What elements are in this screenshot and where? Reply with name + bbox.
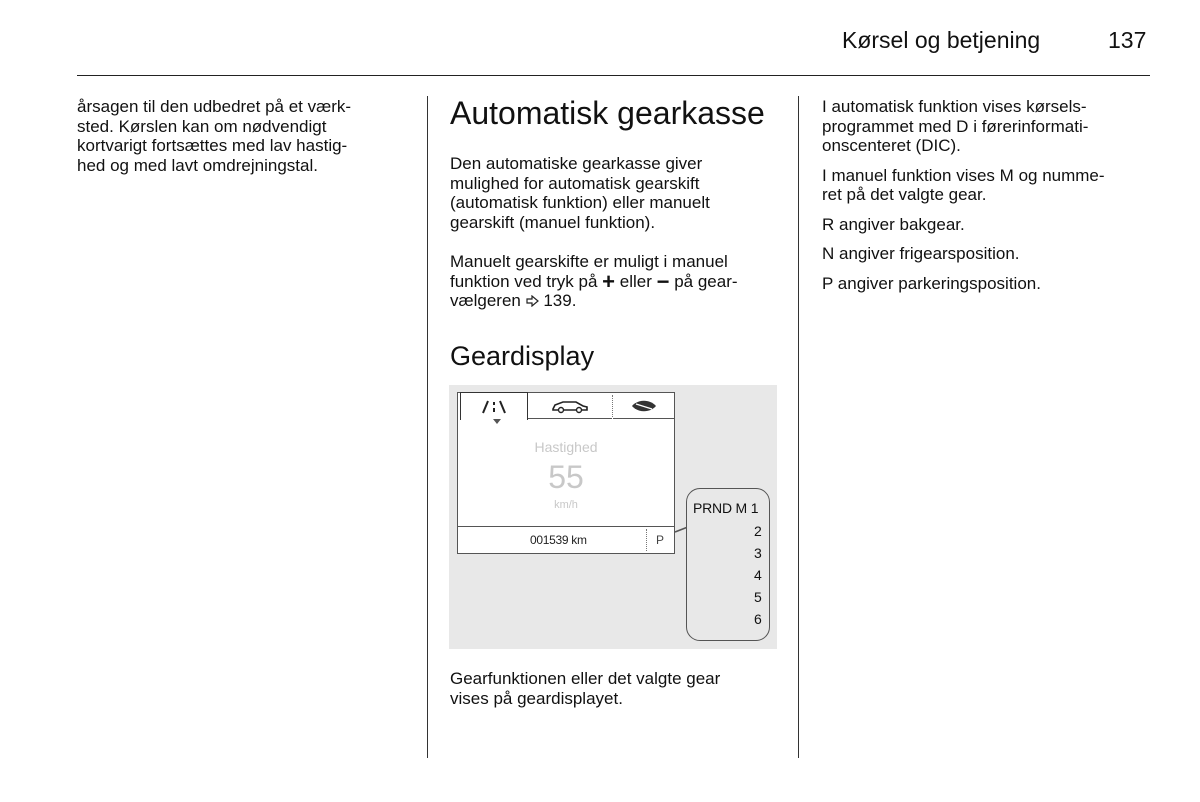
manual-shift-paragraph <box>450 252 790 311</box>
text-line <box>450 268 790 294</box>
odometer-value: 001539 km <box>530 533 587 547</box>
text-line: årsagen til den udbedret på et værk- <box>77 97 352 116</box>
gear-positions-label: PRND M 1 <box>693 500 759 516</box>
paragraph-neutral <box>822 244 1152 264</box>
gear-display-figure <box>449 385 777 649</box>
speed-value: 55 <box>548 459 584 495</box>
paragraph-park <box>822 274 1152 294</box>
text-fragment: vælgeren <box>450 291 521 310</box>
paragraph-manual <box>822 166 1152 205</box>
key-letter: P <box>822 273 834 293</box>
text-line: gearskift (manuel funktion). <box>450 212 656 232</box>
text-line: sted. Kørslen kan om nødvendigt <box>77 116 327 136</box>
page-number: 137 <box>1108 27 1147 53</box>
text-line: onscenteret (DIC). <box>822 136 961 155</box>
text-fragment: programmet med <box>822 116 952 136</box>
figure-caption <box>450 669 790 708</box>
running-header-title: Kørsel og betjening <box>842 27 1041 53</box>
speed-label: Hastighed <box>534 439 598 455</box>
text-fragment: på gear- <box>674 271 738 291</box>
text-fragment: angiver frigearsposition. <box>839 244 1020 263</box>
reference-arrow-icon <box>526 295 539 307</box>
key-letter: M <box>999 165 1014 185</box>
text-line: ret på det valgte gear. <box>822 185 987 204</box>
header-divider <box>77 75 1150 76</box>
text-fragment: eller <box>619 271 652 291</box>
left-column-text <box>77 97 417 175</box>
paragraph-reverse <box>822 215 1152 235</box>
section-heading: Automatisk gearkasse <box>450 95 765 131</box>
key-letter: R <box>822 214 835 234</box>
subsection-heading: Geardisplay <box>450 341 595 371</box>
gear-number: 6 <box>754 611 762 627</box>
text-fragment: i førerinformati- <box>973 116 1089 136</box>
right-column-text <box>822 97 1152 303</box>
text-line: Den automatiske gearkasse giver <box>450 154 703 173</box>
gear-indicator: P <box>656 533 665 547</box>
key-letter: D <box>956 116 969 136</box>
text-line: kortvarigt fortsættes med lav hastig- <box>77 136 348 155</box>
text-line <box>450 291 790 311</box>
gear-number: 5 <box>754 589 762 605</box>
text-line: mulighed for automatisk gearskift <box>450 173 700 193</box>
plus-symbol: + <box>602 268 616 294</box>
text-fragment: og numme- <box>1018 165 1105 185</box>
text-fragment: angiver parkeringsposition. <box>837 273 1041 293</box>
text-fragment: angiver bakgear. <box>839 214 965 234</box>
speed-unit: km/h <box>554 499 578 511</box>
column-divider-right <box>798 96 799 758</box>
minus-symbol: − <box>656 268 670 294</box>
text-line: I automatisk funktion vises kørsels- <box>822 97 1087 116</box>
text-line: Manuelt gearskifte er muligt i manuel <box>450 252 728 271</box>
intro-paragraph <box>450 154 790 232</box>
text-line: Gearfunktionen eller det valgte gear <box>450 669 721 688</box>
gear-number: 3 <box>754 545 762 561</box>
gear-number: 4 <box>754 567 762 583</box>
column-divider-left <box>427 96 428 758</box>
text-line: hed og med lavt omdrejningstal. <box>77 155 318 175</box>
text-line: (automatisk funktion) eller manuelt <box>450 193 710 212</box>
paragraph-automatic <box>822 97 1152 156</box>
text-fragment: I manuel funktion vises <box>822 165 995 185</box>
gear-number: 2 <box>754 523 762 539</box>
key-letter: N <box>822 244 835 263</box>
text-fragment: funktion ved tryk på <box>450 271 598 291</box>
page-reference: 139. <box>543 291 577 310</box>
text-line: vises på geardisplayet. <box>450 688 623 708</box>
